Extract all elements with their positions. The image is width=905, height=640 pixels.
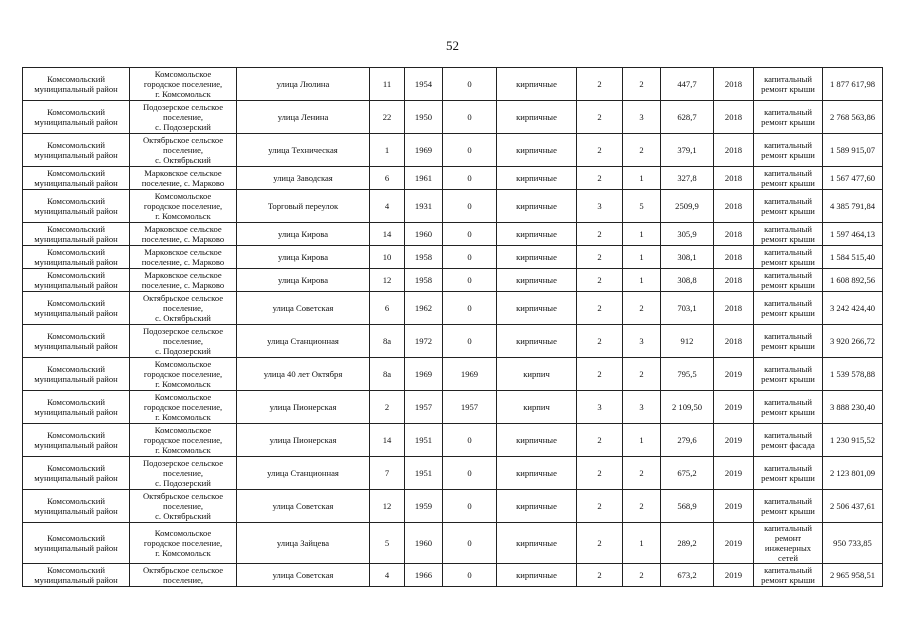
cell-cost: 3 920 266,72	[823, 325, 883, 358]
cell-work: капитальный ремонт крыши	[754, 246, 823, 269]
cell-year2: 1969	[443, 358, 497, 391]
cell-year: 1961	[405, 167, 443, 190]
cell-plan: 2018	[714, 325, 754, 358]
cell-street: улица Пионерская	[237, 391, 370, 424]
cell-year: 1969	[405, 134, 443, 167]
cell-work: капитальный ремонт крыши	[754, 269, 823, 292]
cell-work: капитальный ремонт инженерных сетей	[754, 523, 823, 564]
cell-year2: 0	[443, 246, 497, 269]
cell-cost: 3 242 424,40	[823, 292, 883, 325]
cell-material: кирпичные	[497, 523, 577, 564]
cell-work: капитальный ремонт крыши	[754, 223, 823, 246]
cell-house: 4	[370, 564, 405, 587]
cell-year2: 0	[443, 269, 497, 292]
cell-material: кирпич	[497, 391, 577, 424]
cell-cost: 4 385 791,84	[823, 190, 883, 223]
cell-plan: 2018	[714, 292, 754, 325]
cell-year: 1957	[405, 391, 443, 424]
cell-settlement: Марковское сельское поселение, с. Марково	[130, 246, 237, 269]
cell-floors: 2	[577, 358, 623, 391]
cell-street: улица Советская	[237, 292, 370, 325]
table-row	[23, 167, 883, 190]
cell-plan: 2019	[714, 358, 754, 391]
cell-settlement: Комсомольское городское поселение, г. Комсомольск	[130, 424, 237, 457]
cell-settlement: Комсомольское городское поселение, г. Комсомольск	[130, 523, 237, 564]
cell-work: капитальный ремонт крыши	[754, 564, 823, 587]
cell-plan: 2018	[714, 223, 754, 246]
cell-district: Комсомольский муниципальный район	[23, 134, 130, 167]
cell-entrances: 3	[623, 101, 661, 134]
cell-plan: 2018	[714, 101, 754, 134]
cell-settlement: Октябрьское сельское поселение, с. Октябрьский	[130, 292, 237, 325]
cell-cost: 1 877 617,98	[823, 68, 883, 101]
cell-district: Комсомольский муниципальный район	[23, 292, 130, 325]
table-row	[23, 101, 883, 134]
cell-material: кирпич	[497, 358, 577, 391]
cell-year2: 0	[443, 190, 497, 223]
cell-year: 1966	[405, 564, 443, 587]
cell-material: кирпичные	[497, 223, 577, 246]
cell-area: 628,7	[661, 101, 714, 134]
cell-street: улица Люлина	[237, 68, 370, 101]
cell-plan: 2019	[714, 490, 754, 523]
cell-district: Комсомольский муниципальный район	[23, 68, 130, 101]
cell-plan: 2019	[714, 424, 754, 457]
cell-year: 1960	[405, 523, 443, 564]
cell-cost: 1 597 464,13	[823, 223, 883, 246]
cell-material: кирпичные	[497, 457, 577, 490]
cell-area: 289,2	[661, 523, 714, 564]
cell-cost: 1 230 915,52	[823, 424, 883, 457]
cell-floors: 2	[577, 523, 623, 564]
cell-floors: 2	[577, 68, 623, 101]
cell-material: кирпичные	[497, 68, 577, 101]
cell-plan: 2019	[714, 564, 754, 587]
cell-work: капитальный ремонт крыши	[754, 292, 823, 325]
cell-district: Комсомольский муниципальный район	[23, 325, 130, 358]
cell-year2: 1957	[443, 391, 497, 424]
cell-entrances: 1	[623, 523, 661, 564]
cell-year2: 0	[443, 490, 497, 523]
cell-year2: 0	[443, 101, 497, 134]
cell-house: 4	[370, 190, 405, 223]
cell-year: 1954	[405, 68, 443, 101]
cell-floors: 2	[577, 246, 623, 269]
cell-house: 8а	[370, 325, 405, 358]
cell-street: улица Ленина	[237, 101, 370, 134]
cell-year2: 0	[443, 457, 497, 490]
cell-floors: 2	[577, 134, 623, 167]
housing-repair-table	[22, 67, 883, 587]
cell-settlement: Октябрьское сельское поселение, с. Октябрьский	[130, 490, 237, 523]
cell-year: 1951	[405, 424, 443, 457]
cell-floors: 3	[577, 391, 623, 424]
cell-street: улица Советская	[237, 490, 370, 523]
cell-house: 7	[370, 457, 405, 490]
cell-house: 1	[370, 134, 405, 167]
cell-street: улица 40 лет Октября	[237, 358, 370, 391]
cell-material: кирпичные	[497, 167, 577, 190]
cell-year: 1950	[405, 101, 443, 134]
cell-district: Комсомольский муниципальный район	[23, 101, 130, 134]
cell-year: 1959	[405, 490, 443, 523]
cell-cost: 950 733,85	[823, 523, 883, 564]
cell-entrances: 2	[623, 457, 661, 490]
cell-cost: 1 589 915,07	[823, 134, 883, 167]
cell-area: 305,9	[661, 223, 714, 246]
cell-entrances: 1	[623, 424, 661, 457]
cell-plan: 2018	[714, 190, 754, 223]
cell-settlement: Подозерское сельское поселение, с. Подозерский	[130, 457, 237, 490]
cell-settlement: Марковское сельское поселение, с. Марково	[130, 269, 237, 292]
cell-district: Комсомольский муниципальный район	[23, 490, 130, 523]
cell-year2: 0	[443, 292, 497, 325]
cell-district: Комсомольский муниципальный район	[23, 269, 130, 292]
cell-entrances: 3	[623, 391, 661, 424]
cell-material: кирпичные	[497, 292, 577, 325]
cell-street: Торговый переулок	[237, 190, 370, 223]
cell-area: 308,1	[661, 246, 714, 269]
cell-floors: 2	[577, 564, 623, 587]
cell-plan: 2018	[714, 246, 754, 269]
cell-area: 379,1	[661, 134, 714, 167]
cell-work: капитальный ремонт крыши	[754, 68, 823, 101]
cell-area: 568,9	[661, 490, 714, 523]
cell-entrances: 2	[623, 292, 661, 325]
cell-district: Комсомольский муниципальный район	[23, 190, 130, 223]
cell-street: улица Станционная	[237, 325, 370, 358]
cell-cost: 2 965 958,51	[823, 564, 883, 587]
cell-year: 1962	[405, 292, 443, 325]
cell-district: Комсомольский муниципальный район	[23, 246, 130, 269]
cell-settlement: Октябрьское сельское поселение, с. Октябрьский	[130, 134, 237, 167]
table-row	[23, 246, 883, 269]
cell-material: кирпичные	[497, 246, 577, 269]
cell-year: 1960	[405, 223, 443, 246]
cell-plan: 2018	[714, 269, 754, 292]
cell-street: улица Кирова	[237, 223, 370, 246]
table-row	[23, 358, 883, 391]
cell-entrances: 2	[623, 564, 661, 587]
cell-street: улица Кирова	[237, 246, 370, 269]
cell-material: кирпичные	[497, 424, 577, 457]
cell-entrances: 2	[623, 68, 661, 101]
cell-cost: 2 506 437,61	[823, 490, 883, 523]
cell-work: капитальный ремонт крыши	[754, 325, 823, 358]
cell-district: Комсомольский муниципальный район	[23, 391, 130, 424]
cell-cost: 1 567 477,60	[823, 167, 883, 190]
cell-settlement: Марковское сельское поселение, с. Марково	[130, 223, 237, 246]
cell-year: 1958	[405, 269, 443, 292]
cell-work: капитальный ремонт крыши	[754, 101, 823, 134]
cell-street: улица Станционная	[237, 457, 370, 490]
cell-district: Комсомольский муниципальный район	[23, 457, 130, 490]
cell-settlement: Подозерское сельское поселение, с. Подозерский	[130, 325, 237, 358]
cell-settlement: Комсомольское городское поселение, г. Комсомольск	[130, 190, 237, 223]
cell-entrances: 1	[623, 246, 661, 269]
cell-district: Комсомольский муниципальный район	[23, 167, 130, 190]
cell-entrances: 2	[623, 490, 661, 523]
cell-plan: 2019	[714, 457, 754, 490]
table-row	[23, 190, 883, 223]
cell-house: 8а	[370, 358, 405, 391]
cell-settlement: Комсомольское городское поселение, г. Комсомольск	[130, 68, 237, 101]
cell-area: 2509,9	[661, 190, 714, 223]
cell-settlement: Подозерское сельское поселение, с. Подозерский	[130, 101, 237, 134]
cell-floors: 2	[577, 424, 623, 457]
cell-cost: 1 539 578,88	[823, 358, 883, 391]
cell-plan: 2018	[714, 134, 754, 167]
table-row	[23, 269, 883, 292]
cell-plan: 2019	[714, 523, 754, 564]
cell-district: Комсомольский муниципальный район	[23, 223, 130, 246]
cell-house: 14	[370, 424, 405, 457]
cell-settlement: Комсомольское городское поселение, г. Комсомольск	[130, 358, 237, 391]
table-row	[23, 424, 883, 457]
cell-year: 1972	[405, 325, 443, 358]
cell-cost: 2 768 563,86	[823, 101, 883, 134]
cell-house: 5	[370, 523, 405, 564]
cell-house: 12	[370, 490, 405, 523]
cell-material: кирпичные	[497, 190, 577, 223]
cell-street: улица Заводская	[237, 167, 370, 190]
cell-year2: 0	[443, 68, 497, 101]
cell-work: капитальный ремонт крыши	[754, 391, 823, 424]
cell-district: Комсомольский муниципальный район	[23, 564, 130, 587]
cell-area: 308,8	[661, 269, 714, 292]
cell-house: 6	[370, 292, 405, 325]
cell-area: 673,2	[661, 564, 714, 587]
cell-floors: 2	[577, 325, 623, 358]
cell-year2: 0	[443, 167, 497, 190]
cell-cost: 3 888 230,40	[823, 391, 883, 424]
cell-year2: 0	[443, 424, 497, 457]
cell-floors: 2	[577, 167, 623, 190]
cell-work: капитальный ремонт крыши	[754, 134, 823, 167]
cell-settlement: Октябрьское сельское поселение,	[130, 564, 237, 587]
table-row	[23, 292, 883, 325]
cell-street: улица Кирова	[237, 269, 370, 292]
cell-material: кирпичные	[497, 325, 577, 358]
cell-material: кирпичные	[497, 564, 577, 587]
cell-area: 279,6	[661, 424, 714, 457]
page-number: 52	[446, 38, 459, 53]
cell-area: 447,7	[661, 68, 714, 101]
cell-area: 327,8	[661, 167, 714, 190]
cell-floors: 2	[577, 269, 623, 292]
cell-entrances: 2	[623, 134, 661, 167]
cell-year2: 0	[443, 564, 497, 587]
table-row	[23, 490, 883, 523]
cell-entrances: 1	[623, 167, 661, 190]
cell-floors: 2	[577, 101, 623, 134]
table-row	[23, 457, 883, 490]
cell-house: 2	[370, 391, 405, 424]
cell-material: кирпичные	[497, 269, 577, 292]
table-row	[23, 325, 883, 358]
cell-material: кирпичные	[497, 134, 577, 167]
cell-plan: 2019	[714, 391, 754, 424]
cell-area: 912	[661, 325, 714, 358]
table-row	[23, 223, 883, 246]
cell-entrances: 1	[623, 269, 661, 292]
cell-floors: 3	[577, 190, 623, 223]
cell-district: Комсомольский муниципальный район	[23, 424, 130, 457]
cell-material: кирпичные	[497, 490, 577, 523]
table-row	[23, 391, 883, 424]
cell-plan: 2018	[714, 68, 754, 101]
cell-house: 11	[370, 68, 405, 101]
cell-settlement: Комсомольское городское поселение, г. Комсомольск	[130, 391, 237, 424]
cell-house: 14	[370, 223, 405, 246]
table-row	[23, 68, 883, 101]
cell-work: капитальный ремонт фасада	[754, 424, 823, 457]
cell-house: 10	[370, 246, 405, 269]
cell-district: Комсомольский муниципальный район	[23, 523, 130, 564]
cell-entrances: 3	[623, 325, 661, 358]
cell-house: 6	[370, 167, 405, 190]
cell-year: 1958	[405, 246, 443, 269]
cell-work: капитальный ремонт крыши	[754, 457, 823, 490]
cell-street: улица Зайцева	[237, 523, 370, 564]
cell-year2: 0	[443, 325, 497, 358]
cell-year: 1931	[405, 190, 443, 223]
cell-house: 22	[370, 101, 405, 134]
cell-street: улица Советская	[237, 564, 370, 587]
cell-floors: 2	[577, 457, 623, 490]
cell-year2: 0	[443, 523, 497, 564]
cell-floors: 2	[577, 292, 623, 325]
cell-floors: 2	[577, 223, 623, 246]
cell-area: 795,5	[661, 358, 714, 391]
table-row	[23, 564, 883, 587]
cell-year: 1969	[405, 358, 443, 391]
cell-year2: 0	[443, 223, 497, 246]
cell-work: капитальный ремонт крыши	[754, 190, 823, 223]
cell-area: 675,2	[661, 457, 714, 490]
cell-entrances: 5	[623, 190, 661, 223]
cell-year: 1951	[405, 457, 443, 490]
cell-area: 2 109,50	[661, 391, 714, 424]
cell-settlement: Марковское сельское поселение, с. Марково	[130, 167, 237, 190]
cell-street: улица Пионерская	[237, 424, 370, 457]
cell-material: кирпичные	[497, 101, 577, 134]
cell-work: капитальный ремонт крыши	[754, 358, 823, 391]
cell-work: капитальный ремонт крыши	[754, 167, 823, 190]
cell-entrances: 2	[623, 358, 661, 391]
cell-cost: 2 123 801,09	[823, 457, 883, 490]
cell-cost: 1 608 892,56	[823, 269, 883, 292]
cell-entrances: 1	[623, 223, 661, 246]
cell-area: 703,1	[661, 292, 714, 325]
cell-house: 12	[370, 269, 405, 292]
cell-cost: 1 584 515,40	[823, 246, 883, 269]
cell-year2: 0	[443, 134, 497, 167]
cell-work: капитальный ремонт крыши	[754, 490, 823, 523]
table-row	[23, 134, 883, 167]
cell-floors: 2	[577, 490, 623, 523]
table-row	[23, 523, 883, 564]
cell-plan: 2018	[714, 167, 754, 190]
cell-district: Комсомольский муниципальный район	[23, 358, 130, 391]
cell-street: улица Техническая	[237, 134, 370, 167]
